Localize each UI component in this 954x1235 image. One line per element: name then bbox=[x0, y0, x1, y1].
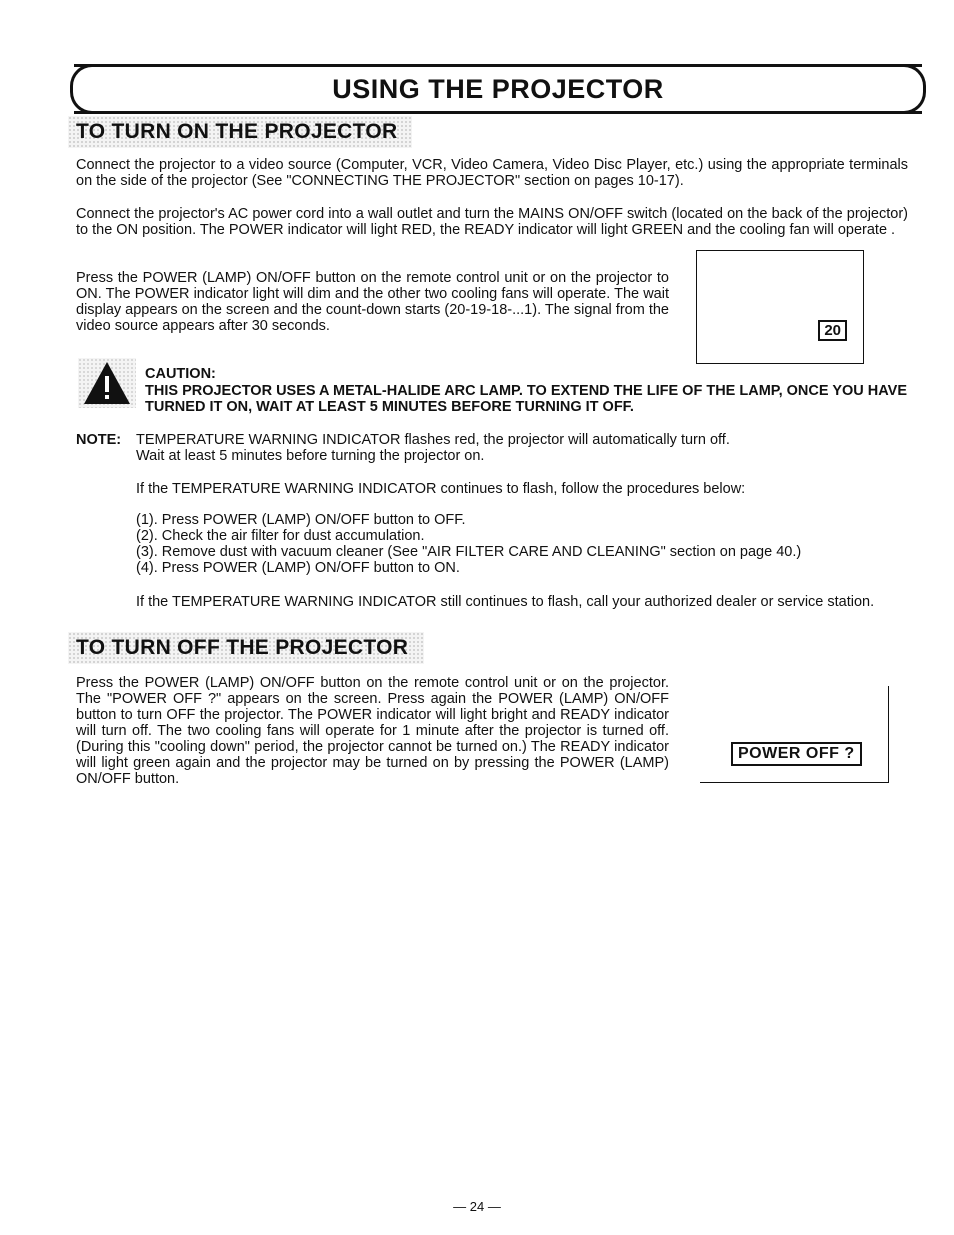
warning-triangle-icon bbox=[78, 358, 136, 408]
note-label: NOTE: bbox=[76, 432, 122, 448]
caution-text: THIS PROJECTOR USES A METAL-HALIDE ARC LAMP. TO EXTEND THE LIFE OF THE LAMP, ONCE YOU HAVE TURNED IT ON, WAIT AT LEAST 5 MINUTES BEFORE TURNING IT OFF. bbox=[145, 383, 907, 415]
note-line-4: If the TEMPERATURE WARNING INDICATOR still continues to flash, call your authorized dealer or service station. bbox=[136, 594, 875, 610]
turn-on-paragraph-1: Connect the projector to a video source (Computer, VCR, Video Camera, Video Disc Player, etc.) using the appropriate terminals on the side of the projector (See "CONNECTING THE PROJECTOR" section on pages 10-17). bbox=[76, 157, 908, 189]
note-line-1: TEMPERATURE WARNING INDICATOR flashes red, the projector will automatically turn off. bbox=[136, 432, 730, 448]
list-item: (3). Remove dust with vacuum cleaner (See "AIR FILTER CARE AND CLEANING" section on page 40.) bbox=[136, 544, 802, 560]
turn-off-paragraph: Press the POWER (LAMP) ON/OFF button on the remote control unit or on the projector. The "POWER OFF ?" appears on the screen. Press again the POWER (LAMP) ON/OFF button to turn OFF the projector. The POWER indicator will light bright and READY indicator will turn off. The two cooling fans will operate for 1 minute after the projector is turned off. (During this "cooling down" period, the projector cannot be turned on.) The READY indicator will light green again and the projector may be turned on by pressing the POWER (LAMP) ON/OFF button. bbox=[76, 675, 669, 787]
note-line-2: Wait at least 5 minutes before turning the projector on. bbox=[136, 448, 485, 464]
section-banner bbox=[74, 64, 922, 114]
list-item: (4). Press POWER (LAMP) ON/OFF button to ON. bbox=[136, 560, 460, 576]
countdown-value: 20 bbox=[818, 320, 847, 341]
page-number: — 24 — bbox=[453, 1199, 501, 1214]
procedure-list bbox=[136, 512, 801, 576]
countdown-display-illustration bbox=[696, 250, 864, 364]
turn-on-paragraph-3: Press the POWER (LAMP) ON/OFF button on the remote control unit or on the projector to ON. The POWER indicator light will dim and the other two cooling fans will operate. The wait display appears on the screen and the count-down starts (20-19-18-...1). The signal from the video source appears after 30 seconds. bbox=[76, 270, 669, 334]
list-item: (1). Press POWER (LAMP) ON/OFF button to OFF. bbox=[136, 512, 466, 528]
page-title: USING THE PROJECTOR bbox=[332, 74, 664, 104]
turn-on-paragraph-2: Connect the projector's AC power cord into a wall outlet and turn the MAINS ON/OFF switch (located on the back of the projector) to the ON position. The POWER indicator will light RED, the READY indicator will light GREEN and the cooling fan will operate . bbox=[76, 206, 908, 238]
note-line-3: If the TEMPERATURE WARNING INDICATOR continues to flash, follow the procedures below: bbox=[136, 481, 746, 497]
list-item: (2). Check the air filter for dust accumulation. bbox=[136, 528, 425, 544]
display-frame-right bbox=[888, 686, 889, 782]
caution-label: CAUTION: bbox=[145, 366, 216, 382]
display-frame-bottom bbox=[700, 782, 889, 783]
power-off-display: POWER OFF ? bbox=[731, 742, 862, 766]
heading-turn-off: TO TURN OFF THE PROJECTOR bbox=[68, 632, 424, 664]
heading-turn-on: TO TURN ON THE PROJECTOR bbox=[68, 116, 412, 148]
